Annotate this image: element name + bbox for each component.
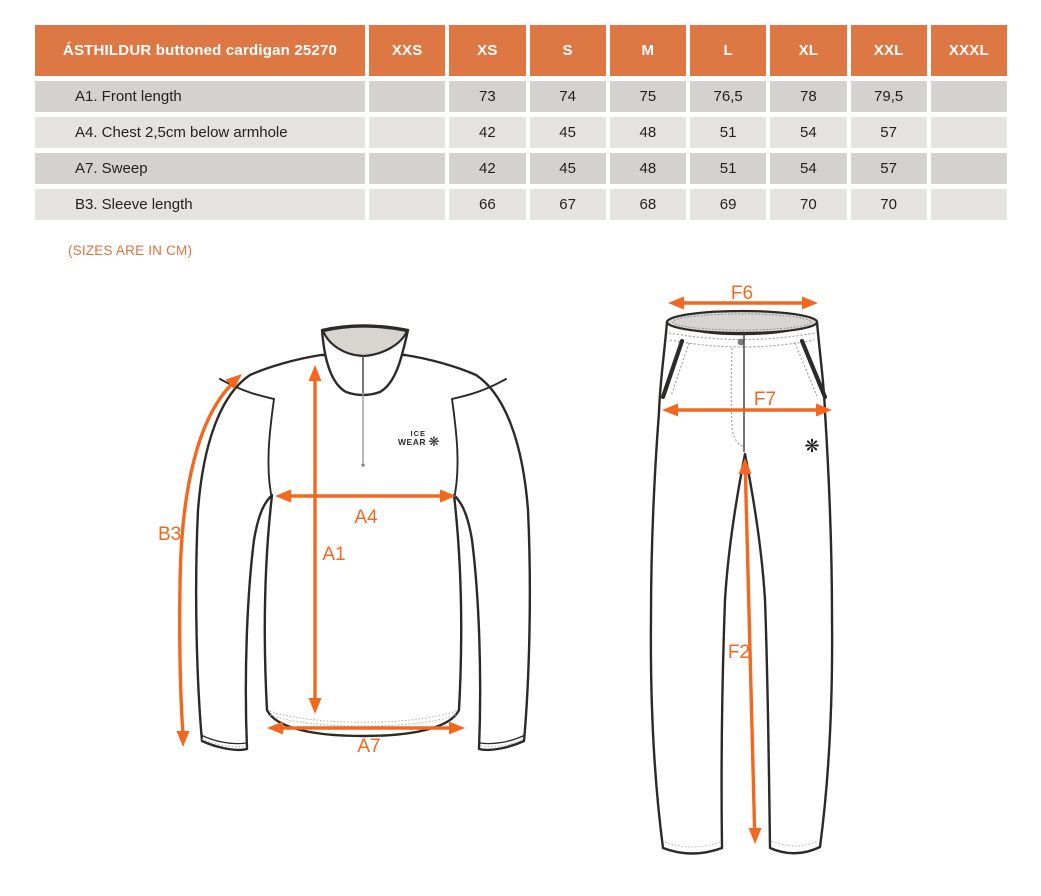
size-value-cell: 51 [690, 153, 766, 184]
size-value-cell: 70 [770, 189, 846, 220]
size-column-header: XL [770, 25, 846, 76]
zipper-pull [361, 463, 365, 467]
size-value-cell: 70 [851, 189, 927, 220]
size-value-cell: 54 [770, 117, 846, 148]
size-column-header: S [530, 25, 606, 76]
sizes-unit-note: (SIZES ARE IN CM) [68, 243, 193, 258]
size-value-cell: 45 [530, 117, 606, 148]
size-value-cell [931, 153, 1007, 184]
size-value-cell: 68 [610, 189, 686, 220]
size-value-cell: 74 [530, 81, 606, 112]
f7-label: F7 [753, 389, 777, 410]
b3-label: B3 [158, 524, 182, 545]
size-value-cell: 67 [530, 189, 606, 220]
pants-measurement-diagram [628, 282, 878, 882]
size-value-cell [931, 81, 1007, 112]
size-column-header: XS [449, 25, 525, 76]
row-label: A1. Front length [35, 81, 365, 112]
size-column-header: XXL [851, 25, 927, 76]
size-chart-table [35, 25, 1007, 220]
size-value-cell: 42 [449, 117, 525, 148]
size-value-cell: 51 [690, 117, 766, 148]
logo-text-line2: WEAR [398, 437, 426, 447]
size-value-cell: 54 [770, 153, 846, 184]
size-column-header: XXS [369, 25, 445, 76]
row-label: A7. Sweep [35, 153, 365, 184]
size-value-cell [369, 81, 445, 112]
snowflake-icon: ❋ [428, 434, 440, 449]
logo-text-line1: ICE [410, 429, 426, 438]
size-column-header: XXXL [931, 25, 1007, 76]
f2-label: F2 [727, 642, 750, 663]
size-value-cell [931, 189, 1007, 220]
size-column-header: M [610, 25, 686, 76]
a7-label: A7 [357, 736, 381, 757]
size-value-cell: 66 [449, 189, 525, 220]
pants-outline [651, 322, 832, 854]
size-value-cell: 45 [530, 153, 606, 184]
size-value-cell: 57 [851, 153, 927, 184]
size-value-cell [369, 189, 445, 220]
size-value-cell: 75 [610, 81, 686, 112]
size-value-cell: 73 [449, 81, 525, 112]
snowflake-icon: ❋ [804, 436, 820, 456]
a4-label: A4 [354, 507, 378, 528]
size-value-cell [369, 153, 445, 184]
size-value-cell: 69 [690, 189, 766, 220]
row-label: A4. Chest 2,5cm below armhole [35, 117, 365, 148]
size-value-cell: 79,5 [851, 81, 927, 112]
size-value-cell [369, 117, 445, 148]
size-value-cell: 76,5 [690, 81, 766, 112]
a1-label: A1 [322, 544, 346, 565]
size-value-cell: 48 [610, 117, 686, 148]
size-value-cell: 48 [610, 153, 686, 184]
f6-label: F6 [730, 283, 754, 304]
size-value-cell: 42 [449, 153, 525, 184]
row-label: B3. Sleeve length [35, 189, 365, 220]
size-value-cell: 78 [770, 81, 846, 112]
size-value-cell [931, 117, 1007, 148]
cardigan-measurement-diagram [150, 295, 570, 775]
size-column-header: L [690, 25, 766, 76]
table-title: ÁSTHILDUR buttoned cardigan 25270 [35, 25, 365, 76]
size-value-cell: 57 [851, 117, 927, 148]
